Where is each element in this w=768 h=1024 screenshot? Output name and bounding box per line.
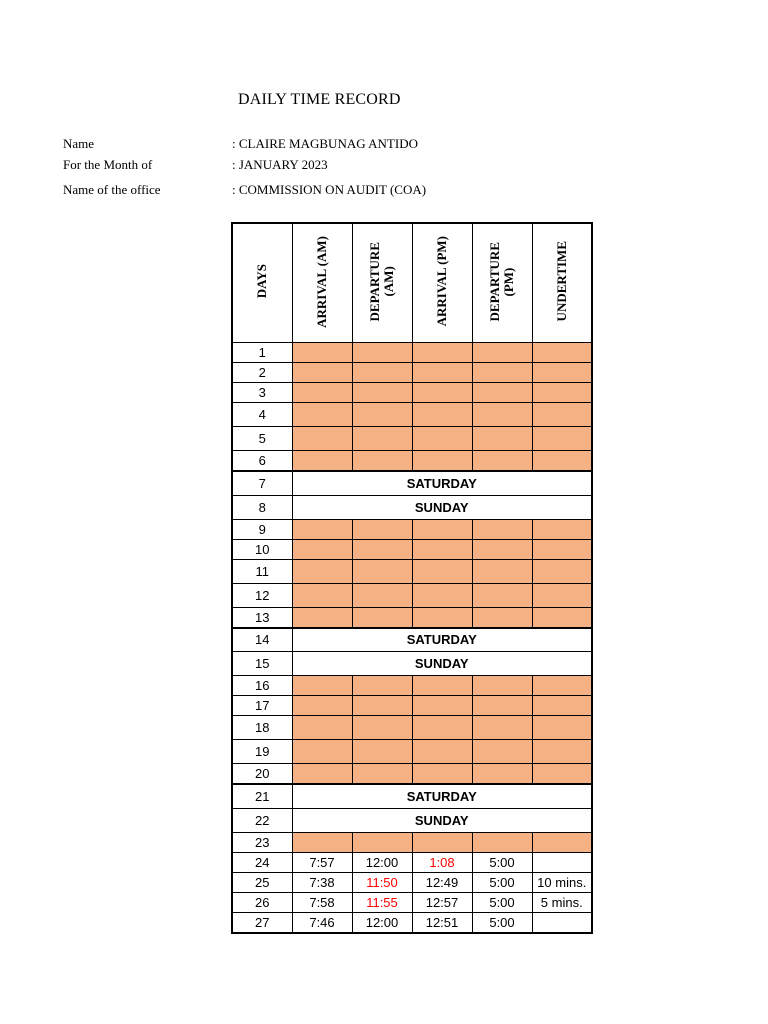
time-cell-empty <box>532 716 592 740</box>
time-cell-empty <box>472 740 532 764</box>
day-cell: 9 <box>232 519 292 539</box>
time-cell-empty <box>472 676 532 696</box>
table-row <box>232 363 592 383</box>
time-record-table <box>231 222 593 934</box>
day-cell: 15 <box>232 652 292 676</box>
time-cell-empty <box>532 832 592 852</box>
time-cell-empty <box>352 716 412 740</box>
weekend-label: SATURDAY <box>292 784 592 808</box>
time-cell-empty <box>292 451 352 472</box>
time-cell-empty <box>472 696 532 716</box>
time-cell-dep-am: 11:50 <box>352 872 412 892</box>
time-cell-empty <box>292 427 352 451</box>
time-cell-empty <box>472 343 532 363</box>
time-cell-empty <box>412 740 472 764</box>
day-cell: 18 <box>232 716 292 740</box>
table-row <box>232 403 592 427</box>
time-cell-empty <box>532 363 592 383</box>
time-cell-empty <box>412 832 472 852</box>
time-cell-empty <box>292 676 352 696</box>
header-arrival-am <box>292 223 352 343</box>
time-cell-empty <box>292 716 352 740</box>
time-cell-dep-am: 12:00 <box>352 912 412 933</box>
time-cell-arr-pm: 12:57 <box>412 892 472 912</box>
time-cell-empty <box>412 559 472 583</box>
time-cell-empty <box>532 583 592 607</box>
month-label: For the Month of <box>63 157 153 172</box>
time-cell-empty <box>412 383 472 403</box>
time-cell-arr-am: 7:57 <box>292 852 352 872</box>
time-cell-empty <box>292 383 352 403</box>
time-cell-empty <box>352 363 412 383</box>
time-cell-empty <box>532 539 592 559</box>
time-cell-dep-pm: 5:00 <box>472 852 532 872</box>
table-row <box>232 764 592 785</box>
table-row <box>232 383 592 403</box>
time-cell-empty <box>472 764 532 785</box>
day-cell: 12 <box>232 583 292 607</box>
time-cell-arr-am: 7:58 <box>292 892 352 912</box>
time-cell-empty <box>412 451 472 472</box>
day-cell: 20 <box>232 764 292 785</box>
day-cell: 1 <box>232 343 292 363</box>
time-cell-empty <box>472 383 532 403</box>
day-cell: 7 <box>232 471 292 495</box>
day-cell: 14 <box>232 628 292 652</box>
office-value: : COMMISSION ON AUDIT (COA) <box>232 182 427 197</box>
weekend-label: SUNDAY <box>292 652 592 676</box>
month-value: : JANUARY 2023 <box>232 157 328 172</box>
table-row <box>232 539 592 559</box>
time-cell-empty <box>292 583 352 607</box>
header-departure-pm-label: DEPARTURE (PM) <box>487 241 516 322</box>
time-cell-empty <box>532 740 592 764</box>
header-departure-am <box>352 223 412 343</box>
time-cell-empty <box>292 343 352 363</box>
time-cell-empty <box>472 832 532 852</box>
weekend-label: SATURDAY <box>292 628 592 652</box>
time-cell-arr-pm: 1:08 <box>412 852 472 872</box>
time-cell-empty <box>412 519 472 539</box>
time-cell-undertime <box>532 852 592 872</box>
time-cell-empty <box>352 427 412 451</box>
table-row <box>232 740 592 764</box>
table-row <box>232 832 592 852</box>
page-title: DAILY TIME RECORD <box>238 91 401 108</box>
table-row <box>232 652 592 676</box>
time-cell-empty <box>412 676 472 696</box>
time-cell-arr-pm: 12:49 <box>412 872 472 892</box>
table-row <box>232 784 592 808</box>
office-label: Name of the office <box>63 182 161 197</box>
time-cell-empty <box>292 832 352 852</box>
time-cell-empty <box>412 427 472 451</box>
time-cell-empty <box>412 343 472 363</box>
table-row <box>232 696 592 716</box>
day-cell: 27 <box>232 912 292 933</box>
header-departure-pm <box>472 223 532 343</box>
time-cell-empty <box>292 696 352 716</box>
time-cell-arr-am: 7:38 <box>292 872 352 892</box>
table-row <box>232 676 592 696</box>
time-cell-empty <box>292 740 352 764</box>
time-cell-empty <box>472 363 532 383</box>
time-cell-empty <box>412 539 472 559</box>
time-cell-empty <box>412 716 472 740</box>
time-cell-empty <box>352 740 412 764</box>
day-cell: 6 <box>232 451 292 472</box>
table-row <box>232 628 592 652</box>
time-cell-dep-am: 11:55 <box>352 892 412 912</box>
table-row <box>232 912 592 933</box>
time-cell-arr-pm: 12:51 <box>412 912 472 933</box>
table-row <box>232 852 592 872</box>
time-cell-empty <box>352 583 412 607</box>
time-cell-empty <box>532 696 592 716</box>
time-cell-undertime: 5 mins. <box>532 892 592 912</box>
table-body <box>232 343 592 933</box>
time-cell-empty <box>472 427 532 451</box>
time-cell-empty <box>472 559 532 583</box>
header-days <box>232 223 292 343</box>
table-row <box>232 559 592 583</box>
day-cell: 17 <box>232 696 292 716</box>
weekend-label: SUNDAY <box>292 808 592 832</box>
time-cell-empty <box>292 363 352 383</box>
time-cell-empty <box>412 764 472 785</box>
time-cell-empty <box>352 676 412 696</box>
day-cell: 2 <box>232 363 292 383</box>
time-cell-dep-pm: 5:00 <box>472 912 532 933</box>
header-arrival-am-label: ARRIVAL (AM) <box>314 235 329 328</box>
table-row <box>232 607 592 628</box>
header-departure-am-label: DEPARTURE (AM) <box>367 241 396 322</box>
time-cell-arr-am: 7:46 <box>292 912 352 933</box>
header-arrival-pm <box>412 223 472 343</box>
time-cell-undertime <box>532 912 592 933</box>
header-undertime <box>532 223 592 343</box>
table-row <box>232 451 592 472</box>
time-cell-empty <box>532 427 592 451</box>
day-cell: 19 <box>232 740 292 764</box>
time-cell-empty <box>352 519 412 539</box>
time-cell-dep-pm: 5:00 <box>472 872 532 892</box>
day-cell: 3 <box>232 383 292 403</box>
time-cell-empty <box>532 676 592 696</box>
time-cell-empty <box>412 696 472 716</box>
day-cell: 25 <box>232 872 292 892</box>
table-row <box>232 872 592 892</box>
time-cell-empty <box>352 383 412 403</box>
header-row <box>232 223 592 343</box>
time-cell-empty <box>532 403 592 427</box>
time-cell-empty <box>352 539 412 559</box>
time-cell-empty <box>472 607 532 628</box>
time-cell-empty <box>472 539 532 559</box>
table-row <box>232 343 592 363</box>
time-cell-empty <box>352 403 412 427</box>
time-cell-empty <box>472 519 532 539</box>
time-cell-empty <box>292 519 352 539</box>
header-arrival-pm-label: ARRIVAL (PM) <box>434 236 449 327</box>
time-cell-empty <box>412 363 472 383</box>
day-cell: 26 <box>232 892 292 912</box>
name-label: Name <box>63 136 95 151</box>
time-cell-empty <box>352 696 412 716</box>
time-cell-empty <box>412 583 472 607</box>
time-cell-empty <box>532 559 592 583</box>
day-cell: 23 <box>232 832 292 852</box>
time-cell-empty <box>292 607 352 628</box>
time-cell-empty <box>532 451 592 472</box>
time-cell-empty <box>532 764 592 785</box>
time-cell-empty <box>352 764 412 785</box>
table-row <box>232 583 592 607</box>
time-cell-empty <box>292 539 352 559</box>
table-row <box>232 892 592 912</box>
time-cell-empty <box>412 403 472 427</box>
header-days-label: DAYS <box>254 264 270 299</box>
day-cell: 13 <box>232 607 292 628</box>
day-cell: 16 <box>232 676 292 696</box>
time-cell-empty <box>472 451 532 472</box>
weekend-label: SATURDAY <box>292 471 592 495</box>
day-cell: 8 <box>232 495 292 519</box>
time-cell-empty <box>412 607 472 628</box>
table-row <box>232 716 592 740</box>
time-cell-empty <box>352 343 412 363</box>
time-cell-empty <box>472 583 532 607</box>
time-cell-empty <box>532 343 592 363</box>
time-cell-empty <box>352 451 412 472</box>
day-cell: 5 <box>232 427 292 451</box>
table-row <box>232 495 592 519</box>
time-cell-empty <box>472 716 532 740</box>
weekend-label: SUNDAY <box>292 495 592 519</box>
time-cell-empty <box>352 559 412 583</box>
time-cell-empty <box>532 383 592 403</box>
table-row <box>232 808 592 832</box>
day-cell: 21 <box>232 784 292 808</box>
time-cell-empty <box>292 403 352 427</box>
day-cell: 24 <box>232 852 292 872</box>
time-cell-dep-pm: 5:00 <box>472 892 532 912</box>
table-row <box>232 519 592 539</box>
day-cell: 11 <box>232 559 292 583</box>
day-cell: 22 <box>232 808 292 832</box>
header-undertime-label: UNDERTIME <box>553 241 569 322</box>
table-row <box>232 471 592 495</box>
time-cell-empty <box>352 607 412 628</box>
time-cell-empty <box>532 519 592 539</box>
time-cell-dep-am: 12:00 <box>352 852 412 872</box>
name-value: : CLAIRE MAGBUNAG ANTIDO <box>232 136 418 151</box>
time-cell-empty <box>532 607 592 628</box>
table-row <box>232 427 592 451</box>
time-cell-empty <box>352 832 412 852</box>
time-cell-empty <box>292 764 352 785</box>
time-cell-empty <box>292 559 352 583</box>
day-cell: 4 <box>232 403 292 427</box>
time-cell-empty <box>472 403 532 427</box>
day-cell: 10 <box>232 539 292 559</box>
time-cell-undertime: 10 mins. <box>532 872 592 892</box>
